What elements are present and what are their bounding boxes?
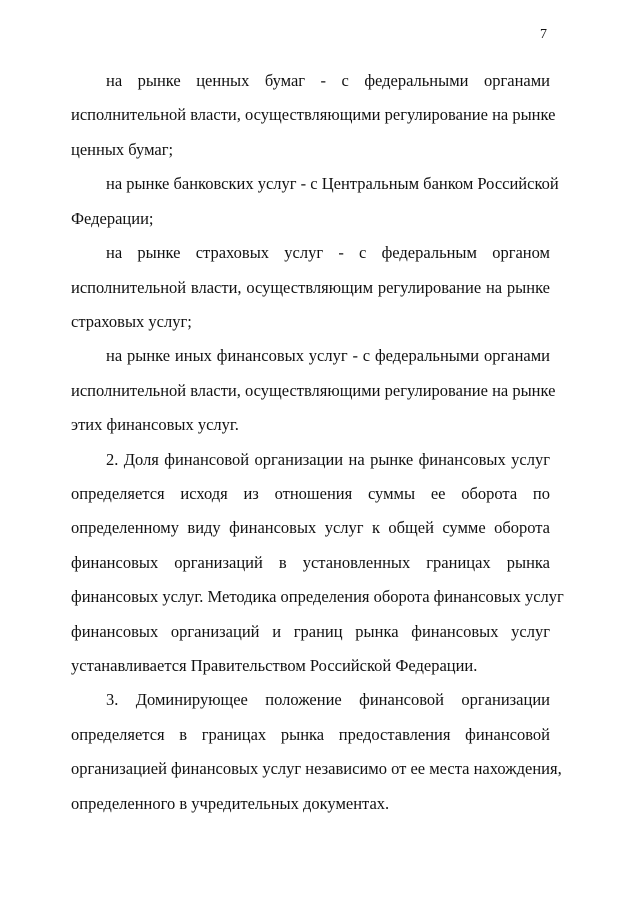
text-line: ценных бумаг; <box>71 140 174 159</box>
text-line: этих финансовых услуг. <box>71 415 239 434</box>
text-line: устанавливается Правительством Российской Федерации. <box>71 656 478 675</box>
text-line: на рынке иных финансовых услуг - с федеральными органами <box>106 346 550 365</box>
text-line: финансовых услуг. Методика определения оборота финансовых услуг <box>71 587 564 606</box>
text-line: исполнительной власти, осуществляющим регулирование на рынке <box>71 278 550 297</box>
text-line: на рынке ценных бумаг - с федеральными органами <box>106 71 550 90</box>
text-line: финансовых организаций и границ рынка финансовых услуг <box>71 622 550 641</box>
text-line: финансовых организаций в установленных границах рынка <box>71 553 550 572</box>
text-line: Федерации; <box>71 209 154 228</box>
text-line: организацией финансовых услуг независимо от ее места нахождения, <box>71 759 562 778</box>
text-line: определяется исходя из отношения суммы ее оборота по <box>71 484 550 503</box>
text-line: 2. Доля финансовой организации на рынке финансовых услуг <box>106 450 550 469</box>
text-line: исполнительной власти, осуществляющими регулирование на рынке <box>71 105 556 124</box>
text-line: определяется в границах рынка предоставления финансовой <box>71 725 550 744</box>
text-line: определенному виду финансовых услуг к общей сумме оборота <box>71 518 550 537</box>
text-line: на рынке страховых услуг - с федеральным органом <box>106 243 550 262</box>
text-line: 3. Доминирующее положение финансовой организации <box>106 690 550 709</box>
text-line: определенного в учредительных документах. <box>71 794 390 813</box>
text-line: исполнительной власти, осуществляющими регулирование на рынке <box>71 381 556 400</box>
text-line: страховых услуг; <box>71 312 192 331</box>
text-line: на рынке банковских услуг - с Центральным банком Российской <box>106 174 559 193</box>
page-number: 7 <box>540 27 547 42</box>
